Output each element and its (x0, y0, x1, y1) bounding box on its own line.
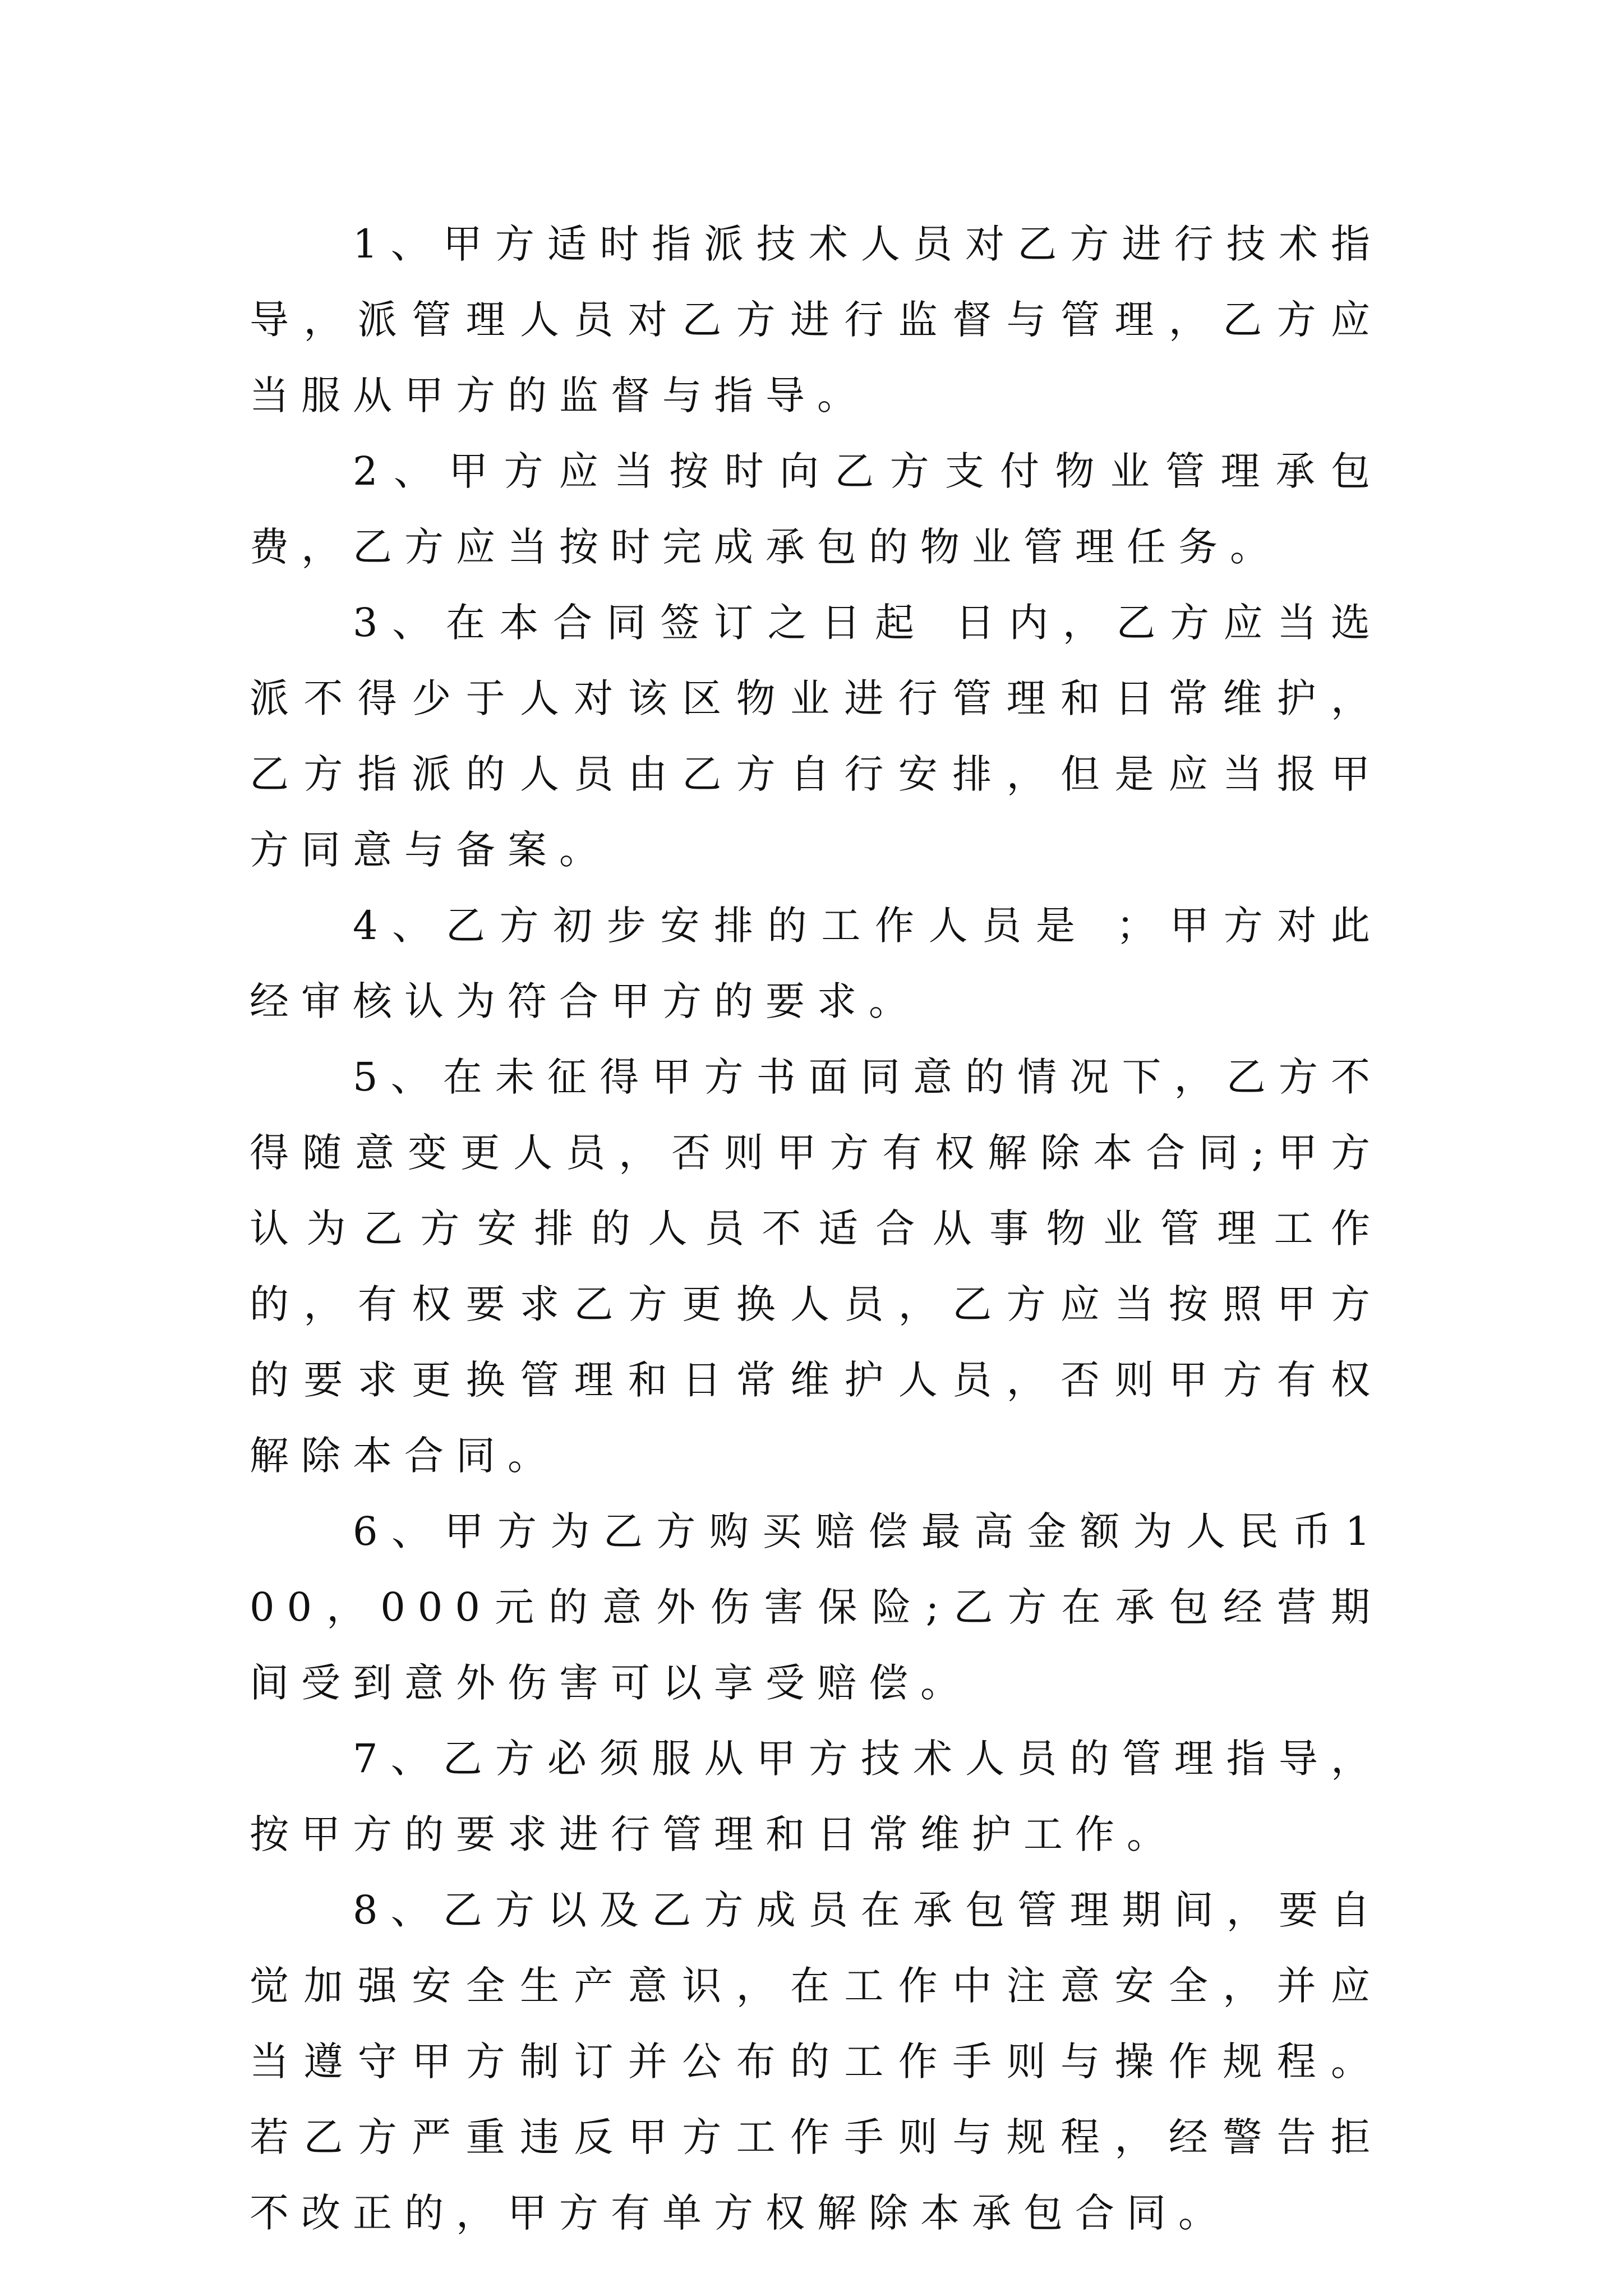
clause-2: 2、甲方应当按时向乙方支付物业管理承包费，乙方应当按时完成承包的物业管理任务。 (250, 448, 1382, 570)
clause-4: 4、乙方初步安排的工作人员是 ；甲方对此经审核认为符合甲方的要求。 (250, 903, 1382, 1024)
clause-7: 7、乙方必须服从甲方技术人员的管理指导，按甲方的要求进行管理和日常维护工作。 (250, 1736, 1382, 1857)
clause-6: 6、甲方为乙方购买赔偿最高金额为人民币100，000元的意外伤害保险;乙方在承包经营期间受到意外伤害可以享受赔偿。 (250, 1508, 1382, 1706)
document-body (250, 206, 1382, 2251)
clause-5: 5、在未征得甲方书面同意的情况下，乙方不得随意变更人员，否则甲方有权解除本合同;甲方认为乙方安排的人员不适合从事物业管理工作的，有权要求乙方更换人员，乙方应当按照甲方的要求更换管理和日常维护人员，否则甲方有权解除本合同。 (250, 1054, 1382, 1479)
clause-8: 8、乙方以及乙方成员在承包管理期间，要自觉加强安全生产意识，在工作中注意安全，并应当遵守甲方制订并公布的工作手则与操作规程。若乙方严重违反甲方工作手则与规程，经警告拒不改正的，甲方有单方权解除本承包合同。 (250, 1887, 1382, 2236)
clause-1: 1、甲方适时指派技术人员对乙方进行技术指导，派管理人员对乙方进行监督与管理，乙方应当服从甲方的监督与指导。 (250, 221, 1382, 418)
clause-3: 3、在本合同签订之日起 日内，乙方应当选派不得少于人对该区物业进行管理和日常维护，乙方指派的人员由乙方自行安排，但是应当报甲方同意与备案。 (250, 600, 1382, 873)
